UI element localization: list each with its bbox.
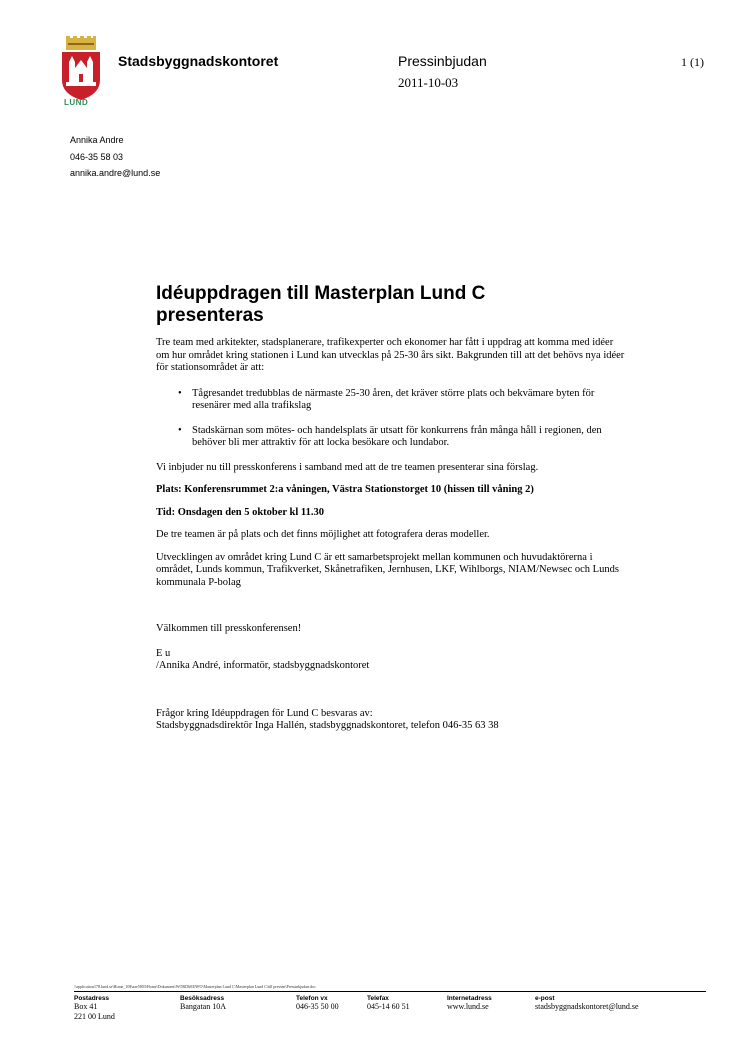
time-line: Tid: Onsdagen den 5 oktober kl 11.30 [156,506,324,518]
fax-label: Telefax [367,995,389,1002]
bullet-text: • Stadskärnan som mötes- och handelsplats är utsatt för konkurrens från många håll i regionen, den behöver bli mer attraktiv för att locka besökare och lundabor. [192,424,602,448]
collaboration-paragraph: Utvecklingen av området kring Lund C är ett samarbetsprojekt mellan kommunen och huvudaktörerna i området, Lunds kommun, Trafikverket, Skånetrafiken, Jernhusen, LKF, Wihlborgs, NIAM/Newsec och Lunds kommunala P-bolag [156,551,619,588]
postal-line2: 221 00 Lund [74,1012,115,1021]
document-date: 2011-10-03 [398,75,459,90]
questions-line: Frågor kring Idéuppdragen för Lund C besvaras av: [156,707,373,719]
signature-block [156,648,626,673]
file-path: \\application178.lund.se\Home_10$\aae5803\Home\Dokument\WORD60\INFO\Masterplan Lund C\Masterplan Lund C\till pressen\Pressinbjudan.doc [74,984,316,989]
list-item [156,388,626,413]
phone-label: Telefon vx [296,995,328,1002]
welcome-line: Välkommen till presskonferensen! [156,623,302,634]
footer-fax [367,995,410,1012]
fax-value: 045-14 60 51 [367,1002,410,1011]
footer-postal [74,995,115,1022]
visit-value: Bangatan 10A [180,1002,226,1011]
web-value: www.lund.se [447,1002,489,1011]
page-title: Idéuppdragen till Masterplan Lund C presenteras [156,283,486,326]
teams-paragraph: De tre teamen är på plats och det finns möjlighet att fotografera deras modeller. [156,529,490,540]
footer-divider [74,991,706,992]
web-label: Internetadress [447,995,492,1002]
footer-email [535,995,639,1012]
bullet-text: • Tågresandet tredubblas de närmaste 25-30 åren, det kräver större plats och bekvämare byten för resenärer med alla trafikslag [192,387,595,411]
contact-phone: 046-35 58 03 [70,152,124,162]
email-value: stadsbyggnadskontoret@lund.se [535,1002,639,1011]
intro-paragraph: Tre team med arkitekter, stadsplanerare, trafikexperter och ekonomer har fått i uppdrag att komma med idéer om hur området kring stationen i Lund kan utvecklas på 25-30 års sikt. Bakgrunden till att det behövs nya idéer för stationsområdet är att: [156,337,625,373]
contact-email: annika.andre@lund.se [70,168,161,178]
questions-contact: Stadsbyggnadsdirektör Inga Hallén, stadsbyggnadskontoret, telefon 046-35 63 38 [156,720,499,731]
bullet-list [156,388,626,450]
signature-name: /Annika André, informatör, stadsbyggnadskontoret [156,660,370,671]
signature-eu: E u [156,647,171,659]
footer-web [447,995,492,1012]
postal-label: Postadress [74,995,110,1002]
invitation-paragraph: Vi inbjuder nu till presskonferens i samband med att de tre teamen presenterar sina förslag. [156,461,539,473]
visit-label: Besöksadress [180,995,225,1002]
organization-name: Stadsbyggnadskontoret [118,53,279,69]
place-line: Plats: Konferensrummet 2:a våningen, Västra Stationstorget 10 (hissen till våning 2) [156,484,534,495]
phone-value: 046-35 50 00 [296,1002,339,1011]
email-label: e-post [535,995,555,1002]
postal-line1: Box 41 [74,1002,98,1011]
footer-phone [296,995,339,1012]
contact-name: Annika Andre [70,135,124,145]
list-item [156,425,626,450]
footer-visit [180,995,226,1012]
questions-block [156,708,626,733]
document-type: Pressinbjudan [398,53,487,69]
logo-text: LUND [64,98,89,107]
article-body [156,337,626,743]
page-number: 1 (1) [681,55,704,69]
lund-coat-of-arms-logo [60,36,102,110]
